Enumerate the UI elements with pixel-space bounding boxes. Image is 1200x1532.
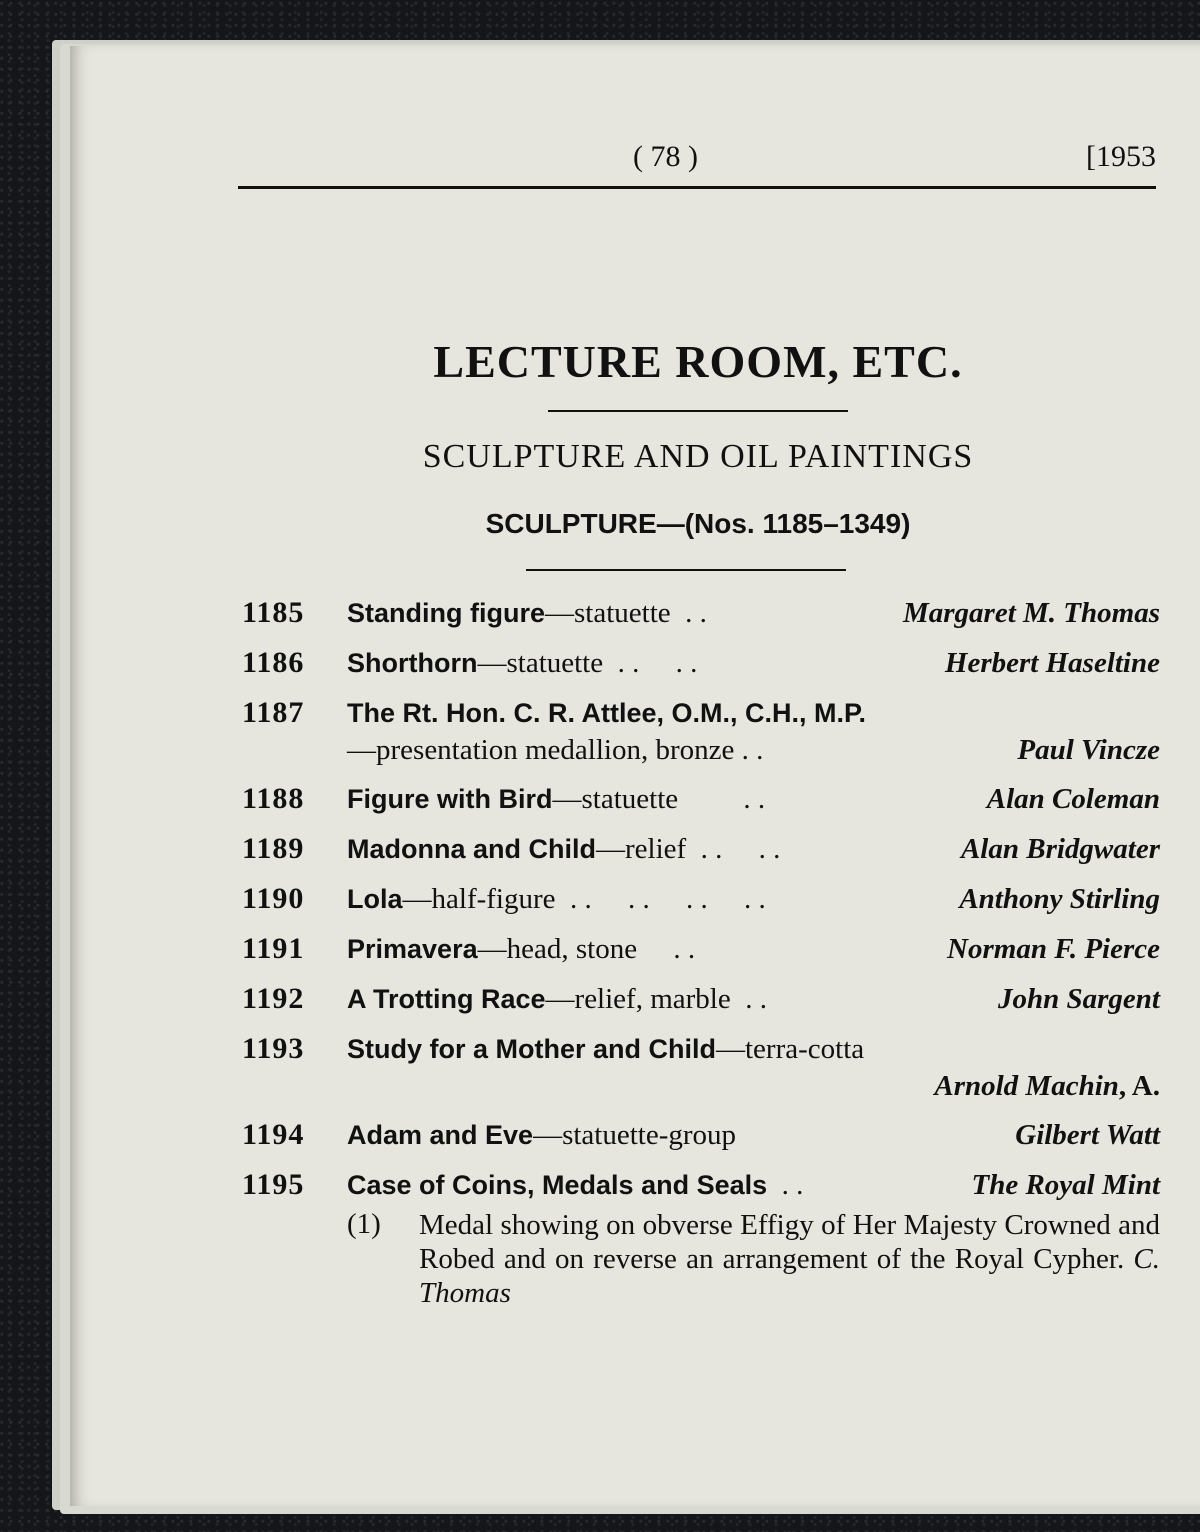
catalogue-entry	[242, 932, 1160, 970]
catalogue-list	[242, 596, 1160, 1322]
entry-artist: Alan Bridgwater	[960, 833, 1160, 865]
catalogue-entry	[242, 782, 1160, 820]
entry-number: 1192	[242, 982, 305, 1015]
catalogue-entry	[242, 1118, 1160, 1156]
entry-number: 1191	[242, 932, 305, 965]
entry-description: —presentation medallion, bronze . .	[347, 734, 764, 766]
entry-number: 1187	[242, 696, 305, 729]
entry-artist: Alan Coleman	[986, 783, 1160, 815]
catalogue-entry	[242, 832, 1160, 870]
section-rule	[526, 569, 846, 571]
entry-number: 1189	[242, 832, 305, 865]
entry-title: Standing figure	[347, 598, 545, 628]
entry-description: —statuette . .	[552, 783, 766, 815]
catalogue-entry	[242, 882, 1160, 920]
entry-description: —head, stone . .	[477, 933, 696, 965]
entry-artist: The Royal Mint	[971, 1169, 1160, 1201]
sub-item-credit: C. Thomas	[419, 1243, 1161, 1309]
page-title: LECTURE ROOM, ETC.	[433, 336, 963, 387]
entry-description: . .	[767, 1169, 804, 1201]
entry-number: 1188	[242, 782, 305, 815]
entry-description: —relief . . . .	[596, 833, 781, 865]
entry-number: 1186	[242, 646, 305, 679]
page-subtitle: SCULPTURE AND OIL PAINTINGS	[422, 438, 974, 475]
section-heading: SCULPTURE—(Nos. 1185–1349)	[485, 508, 911, 539]
entry-title: Case of Coins, Medals and Seals	[347, 1170, 768, 1200]
entry-description: —relief, marble . .	[545, 983, 767, 1015]
entry-artist: Margaret M. Thomas	[902, 597, 1160, 629]
entry-title: Figure with Bird	[347, 784, 553, 814]
entry-title: Madonna and Child	[347, 834, 596, 864]
catalogue-entry	[242, 1168, 1160, 1310]
entry-description: —terra-cotta	[716, 1033, 865, 1065]
sub-item-number: (1)	[347, 1208, 381, 1240]
entry-artist: Norman F. Pierce	[947, 933, 1160, 965]
entry-title: A Trotting Race	[347, 984, 546, 1014]
entry-artist: John Sargent	[998, 983, 1160, 1015]
catalogue-entry	[242, 982, 1160, 1020]
catalogue-entry	[242, 696, 1160, 770]
entry-number: 1190	[242, 882, 305, 915]
entry-title: Primavera	[347, 934, 478, 964]
entry-title: Lola	[347, 884, 403, 914]
header-rule	[238, 186, 1156, 189]
entry-title: Adam and Eve	[347, 1120, 534, 1150]
entry-description: —half-figure . . . . . . . .	[402, 883, 766, 915]
entry-artist: Arnold Machin	[934, 1070, 1119, 1102]
entry-title: Study for a Mother and Child	[347, 1034, 716, 1064]
entry-artist: Paul Vincze	[1017, 734, 1160, 766]
entry-description: —statuette-group	[533, 1119, 737, 1151]
entry-description: —statuette . .	[545, 597, 707, 629]
page-number: ( 78 )	[633, 140, 698, 173]
entry-number: 1185	[242, 596, 305, 629]
artist-honour: , A.	[1118, 1070, 1160, 1102]
header-year: [1953	[1086, 140, 1156, 173]
entry-number: 1194	[242, 1118, 305, 1151]
entry-number: 1195	[242, 1168, 305, 1201]
title-rule	[548, 410, 848, 412]
catalogue-entry	[242, 596, 1160, 634]
catalogue-entry	[242, 1032, 1160, 1106]
entry-artist: Herbert Haseltine	[944, 647, 1160, 679]
running-header	[238, 138, 1156, 178]
sub-item-text: Medal showing on obverse Effigy of Her Majesty Crowned and Robed and on reverse an arrangement of the Royal Cypher.	[419, 1209, 1160, 1275]
entry-title: The Rt. Hon. C. R. Attlee, O.M., C.H., M.P.	[347, 698, 867, 728]
entry-artist: Anthony Stirling	[959, 883, 1160, 915]
entry-title: Shorthorn	[347, 648, 478, 678]
sub-item	[242, 1208, 1160, 1310]
catalogue-entry	[242, 646, 1160, 684]
entry-description: —statuette . . . .	[477, 647, 698, 679]
entry-artist: Gilbert Watt	[1015, 1119, 1160, 1151]
entry-number: 1193	[242, 1032, 305, 1065]
